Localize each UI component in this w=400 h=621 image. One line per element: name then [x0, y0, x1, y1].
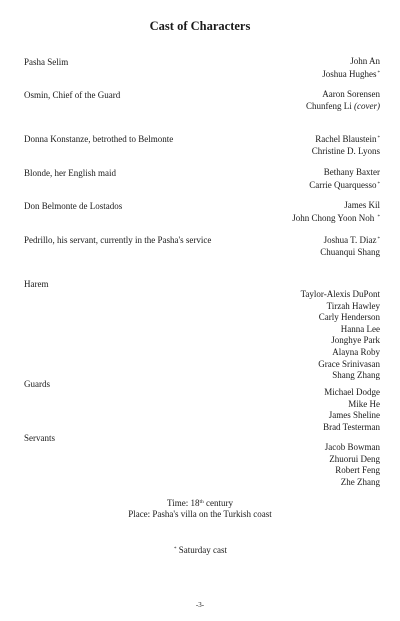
saturday-cast-mark: *	[377, 136, 380, 141]
actor-name: Chunfeng Li (cover)	[306, 100, 380, 111]
member-name: James Sheline	[328, 410, 380, 421]
page-number: -3-	[195, 601, 205, 609]
member-name: Hanna Lee	[340, 323, 380, 334]
saturday-cast-mark: *	[377, 181, 380, 187]
cover-note: (cover)	[354, 100, 380, 111]
role-blonde: Blonde, her English maid	[24, 168, 116, 178]
members-harem	[301, 289, 380, 382]
actor-name: John An	[350, 56, 380, 66]
actors-osmin	[306, 89, 380, 112]
member-name: Mike He	[348, 398, 380, 409]
actor-name: Chuanqui Shang	[320, 246, 380, 257]
actor-name: Joshua Hughes*	[322, 68, 380, 79]
member-name: Robert Feng	[335, 465, 380, 476]
page-title: Cast of Characters	[149, 19, 251, 33]
actor-name: Christine D. Lyons	[311, 145, 380, 156]
member-name: Jacob Bowman	[324, 442, 380, 452]
actor-name: Carrie Quarquesso*	[309, 179, 380, 190]
saturday-cast-mark: *	[377, 214, 380, 220]
member-name: Shang Zhang	[332, 370, 380, 381]
actors-pasha	[322, 56, 380, 80]
role-konstanze: Donna Konstanze, betrothed to Belmonte	[24, 134, 174, 144]
ensemble-label-guards: Guards	[24, 379, 50, 389]
saturday-cast-mark: *	[174, 547, 177, 552]
actors-belmonte	[292, 200, 380, 224]
actors-pedrillo	[320, 234, 380, 258]
ensemble-label-servants: Servants	[24, 433, 55, 443]
role-pasha: Pasha Selim	[24, 57, 69, 67]
member-name: Taylor-Alexis DuPont	[300, 289, 380, 299]
saturday-cast-mark: *	[377, 237, 380, 242]
actor-name: Joshua T. Diaz*	[323, 235, 380, 245]
member-name: Jonghye Park	[331, 335, 380, 346]
member-name: Zhuorui Deng	[329, 453, 380, 464]
role-osmin: Osmin, Chief of the Guard	[24, 90, 121, 100]
ensemble-label-harem: Harem	[24, 279, 49, 289]
member-name: Michael Dodge	[324, 387, 380, 397]
actor-name: Aaron Sorensen	[322, 89, 380, 99]
actors-blonde	[309, 167, 380, 191]
actors-konstanze	[312, 133, 380, 157]
members-servants	[325, 442, 380, 488]
actor-name: John Chong Yoon Noh *	[292, 212, 380, 223]
actor-name: James Kil	[344, 200, 380, 210]
member-name: Alayna Roby	[332, 346, 380, 357]
member-name: Grace Srinivasan	[318, 358, 380, 369]
actor-name: Bethany Baxter	[323, 167, 380, 177]
saturday-cast-mark: *	[377, 70, 380, 76]
member-name: Brad Testerman	[323, 421, 380, 432]
actor-name: Rachel Blaustein*	[315, 134, 380, 144]
setting-place: Place: Pasha's villa on the Turkish coast	[128, 509, 272, 519]
saturday-cast-note: * Saturday cast	[174, 545, 227, 555]
setting-time: Time: 18th century	[167, 498, 233, 508]
members-guards	[323, 387, 380, 433]
role-belmonte: Don Belmonte de Lostados	[24, 201, 123, 211]
role-pedrillo: Pedrillo, his servant, currently in the Pasha's service	[24, 235, 212, 245]
member-name: Zhe Zhang	[340, 476, 380, 487]
member-name: Tirzah Hawley	[326, 300, 380, 311]
member-name: Carly Henderson	[318, 312, 380, 323]
